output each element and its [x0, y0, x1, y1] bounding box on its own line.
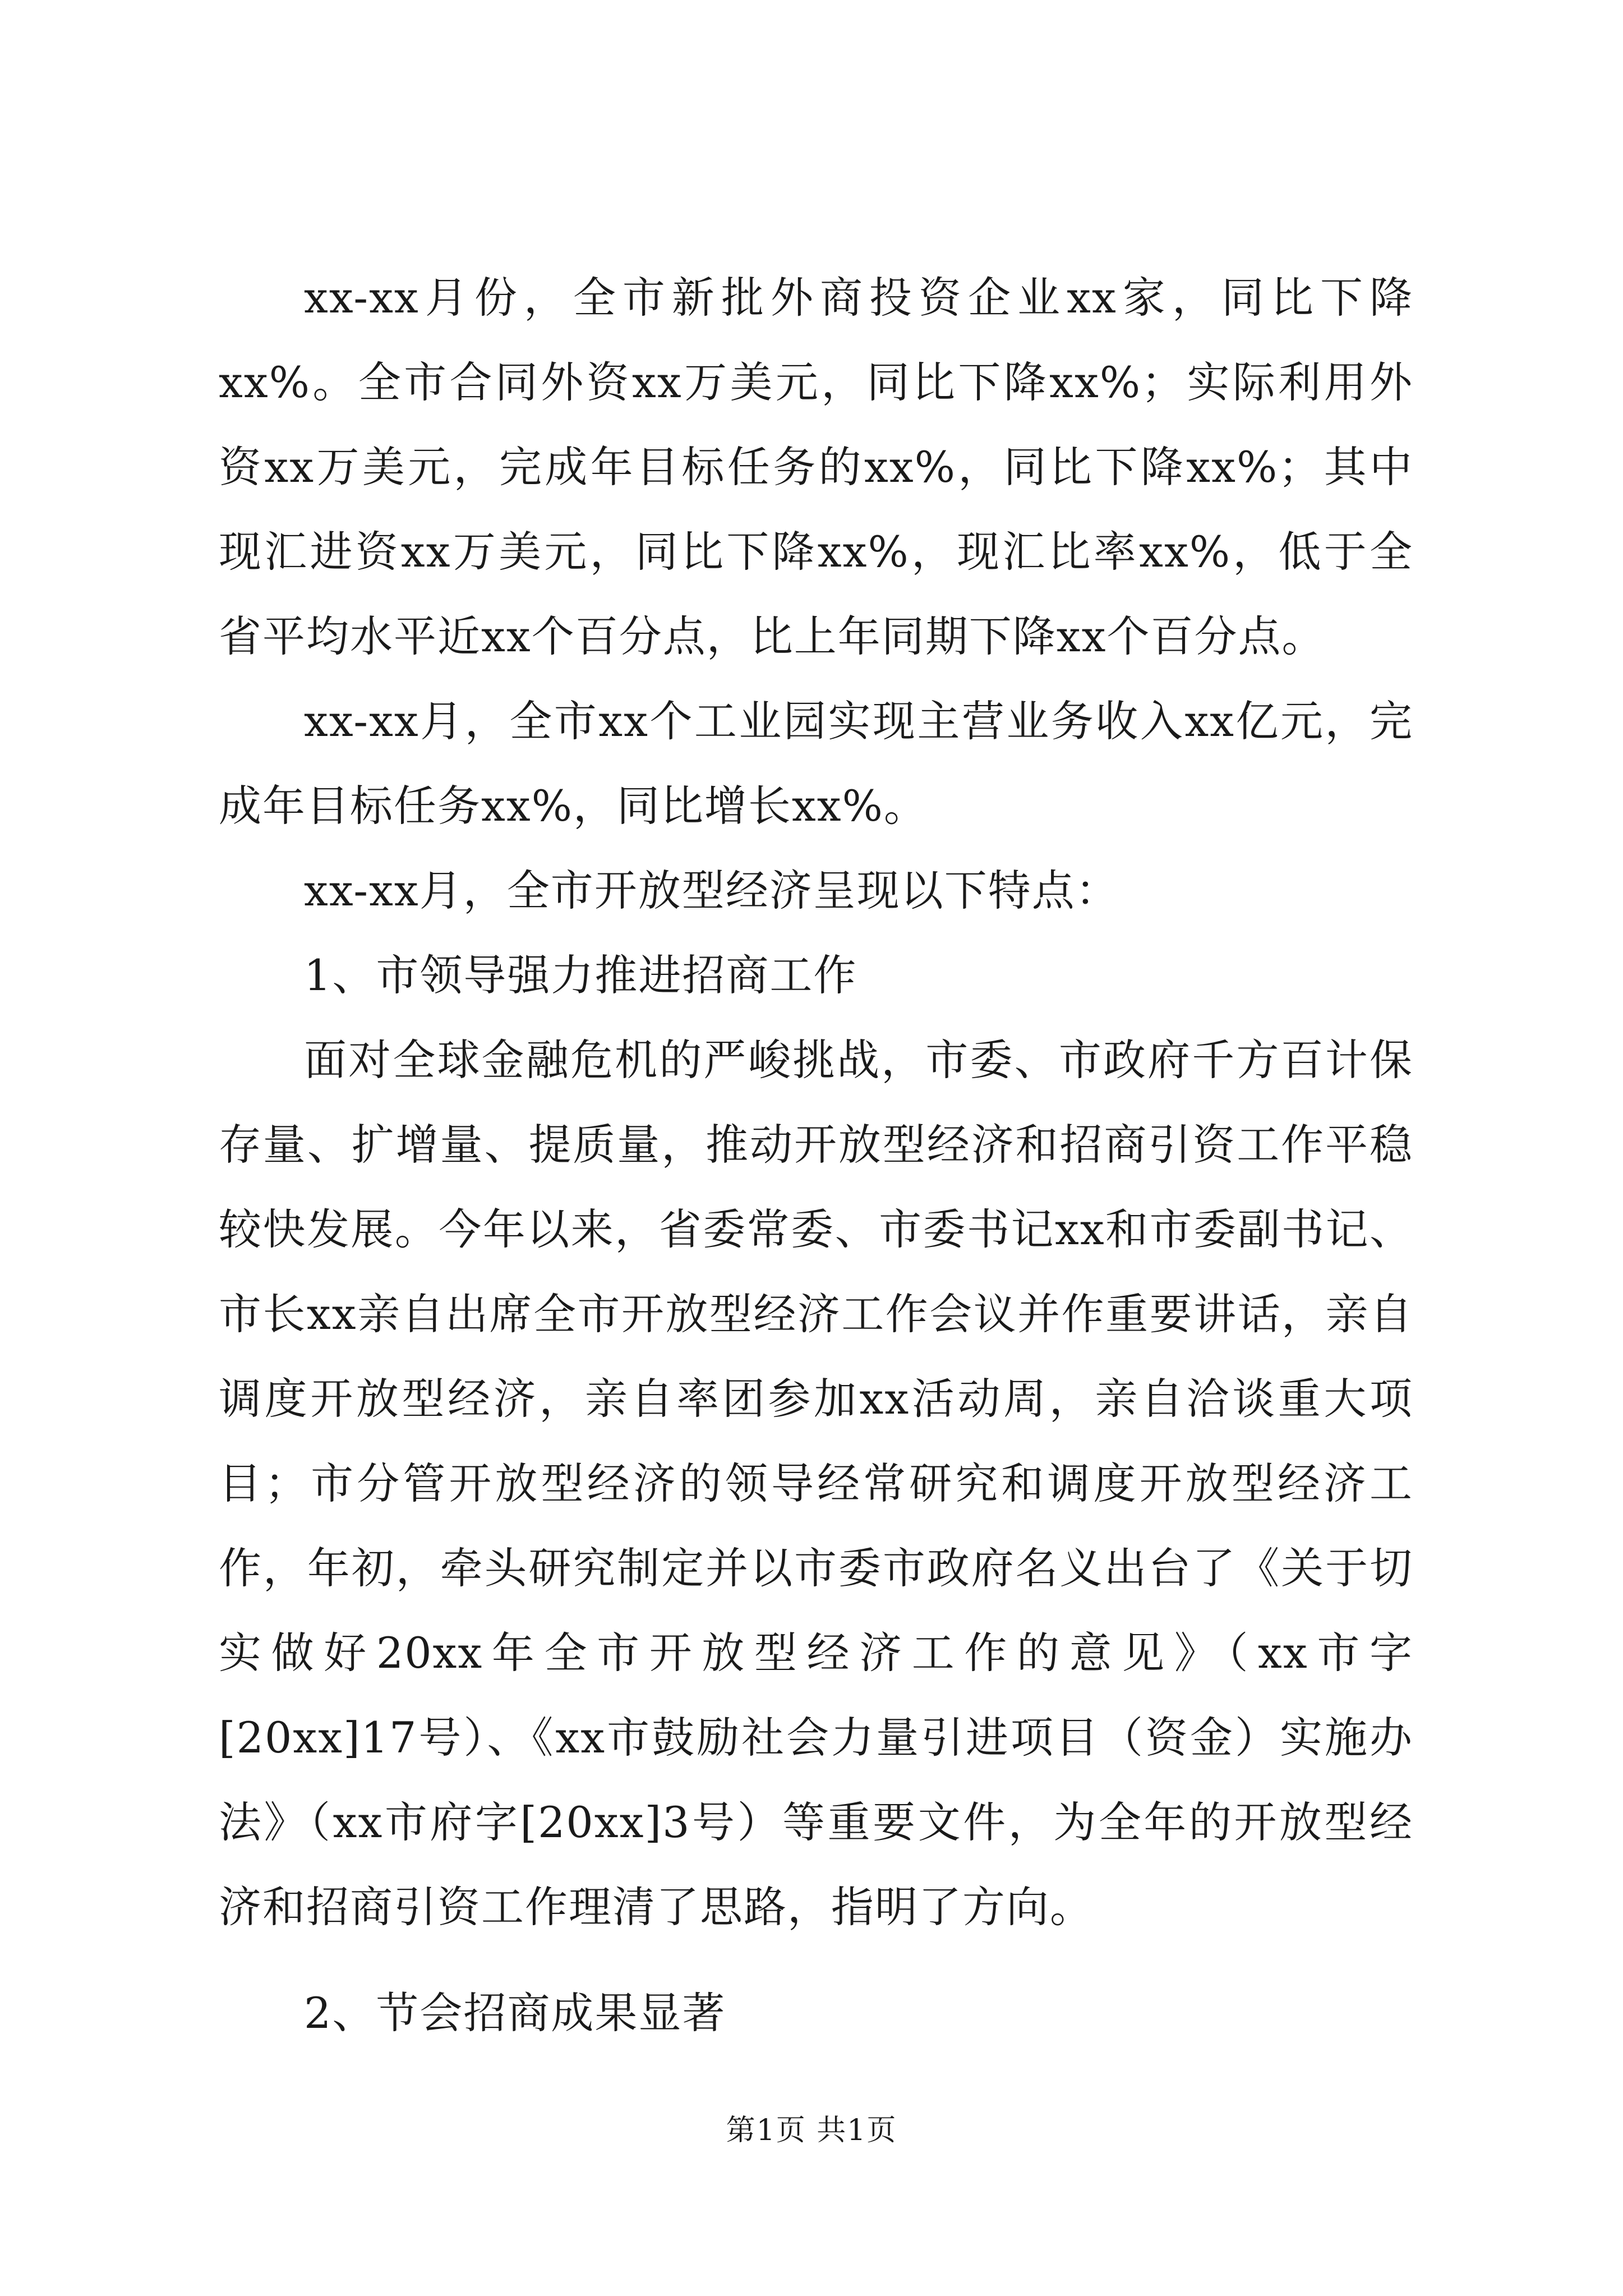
section-heading-1: 1、市领导强力推进招商工作	[304, 950, 857, 1000]
document-body	[219, 255, 1413, 2055]
paragraph-features-intro: xx-xx月，全市开放型经济呈现以下特点：	[304, 866, 1119, 915]
paragraph-leadership: 面对全球金融危机的严峻挑战，市委、市政府千方百计保存量、扩增量、提质量，推动开放型经济和招商引资工作平稳较快发展。今年以来，省委常委、市委书记xx和市委副书记、市长xx亲自出席全市开放型经济工作会议并作重要讲话，亲自调度开放型经济，亲自率团参加xx活动周，亲自洽谈重大项目；市分管开放型经济的领导经常研究和调度开放型经济工作，年初，牵头研究制定并以市委市政府名义出台了《关于切实做好20xx年全市开放型经济工作的意见》（xx市字[20xx]17号）、《xx市鼓励社会力量引进项目（资金）实施办法》（xx市府字[20xx]3号）等重要文件，为全年的开放型经济和招商引资工作理清了思路，指明了方向。	[219, 1035, 1413, 1932]
page-footer: 第1页 共1页	[726, 2114, 897, 2147]
paragraph-foreign-investment: xx-xx月份，全市新批外商投资企业xx家，同比下降xx%。全市合同外资xx万美元，同比下降xx%；实际利用外资xx万美元，完成年目标任务的xx%，同比下降xx%；其中现汇进资xx万美元，同比下降xx%，现汇比率xx%，低于全省平均水平近xx个百分点，比上年同期下降xx个百分点。	[219, 273, 1413, 661]
paragraph-industrial-parks: xx-xx月，全市xx个工业园实现主营业务收入xx亿元，完成年目标任务xx%，同比增长xx%。	[219, 696, 1413, 831]
section-heading-2: 2、节会招商成果显著	[304, 1988, 726, 2038]
